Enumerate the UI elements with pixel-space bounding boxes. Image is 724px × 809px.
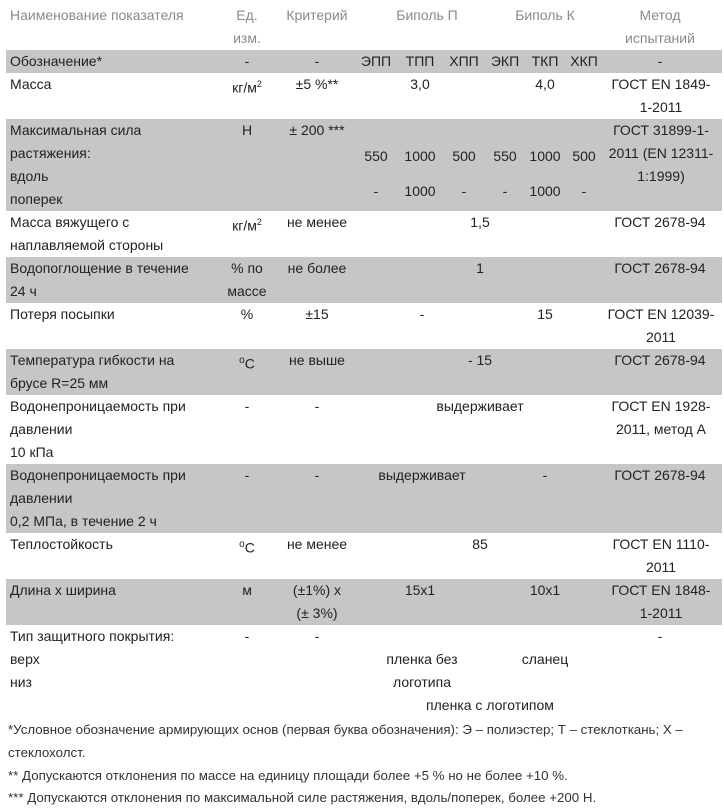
method-cell-2: 2011, метод А [616, 421, 706, 437]
criterion-cell: не менее [286, 536, 348, 552]
unit-sup: o [239, 539, 245, 550]
method-cell-2: 2011 [645, 329, 677, 345]
footnote-1-cont: стеклохолст. [8, 745, 86, 760]
unit-cell-2: массе [227, 283, 267, 299]
header-bipol-p: Биполь П [396, 7, 458, 23]
unit-cell: - [244, 467, 250, 483]
unit-sup: o [239, 355, 245, 366]
criterion-cell: не выше [289, 352, 345, 368]
row-label: Теплостойкость [10, 536, 113, 552]
method-cell: ГОСТ 2678-94 [614, 467, 706, 483]
bottom-value: пленка с логотипом [426, 697, 554, 713]
row-label: Водопоглощение в течение [10, 260, 189, 276]
bipol-p-value: 15х1 [404, 582, 436, 598]
unit-base: С [244, 539, 255, 556]
method-cell: ГОСТ EN 1928- [611, 398, 711, 414]
code-hkp: ХКП [570, 53, 598, 69]
criterion-cell: - [314, 628, 320, 644]
bipol-p-value: - [419, 306, 425, 322]
row-label-2: наплавляемой стороны [10, 237, 164, 253]
across-tpp: 1000 [404, 183, 436, 199]
method-cell-3: 1:1999) [637, 168, 685, 184]
across-hkp: - [581, 183, 587, 199]
unit-cell: % [240, 306, 254, 322]
method-cell-2: 2011 (EN 12311- [608, 145, 714, 161]
criterion-cell: не более [287, 260, 347, 276]
header-method: Метод [639, 7, 681, 23]
unit-cell: - [244, 628, 250, 644]
header-bipol-k: Биполь К [515, 7, 575, 23]
method-cell: ГОСТ EN 1849- [611, 76, 711, 92]
along-tpp: 1000 [404, 148, 436, 164]
unit-base: С [244, 355, 255, 372]
row-label: Масса вяжущего с [10, 214, 130, 230]
criterion-cell: (±1%) х [292, 582, 342, 598]
row-label: Потеря посыпки [10, 306, 115, 322]
unit-cell: м [242, 582, 252, 598]
code-tkp: ТКП [531, 53, 559, 69]
criterion-cell: ±5 %** [295, 76, 339, 92]
top-k-value: сланец [521, 651, 569, 667]
unit-cell [224, 211, 270, 238]
unit-sup: 2 [256, 79, 262, 89]
across-epp: - [373, 183, 379, 199]
unit-cell [224, 73, 270, 100]
unit-cell: Н [241, 122, 253, 138]
code-epp: ЭПП [360, 53, 392, 69]
value-cell: выдерживает [436, 398, 524, 414]
code-ekp: ЭКП [490, 53, 520, 69]
criterion-cell: ± 200 *** [289, 122, 345, 138]
criterion-cell: ±15 [305, 306, 329, 322]
row-label: Водонепроницаемость при [10, 467, 186, 483]
method-cell: ГОСТ 2678-94 [614, 352, 706, 368]
unit-base: кг/м [232, 79, 257, 96]
footnote-3: *** Допускаются отклонения по максимальной силе растяжения, вдоль/поперек, более +200 Н. [8, 790, 597, 805]
code-hpp: ХПП [449, 53, 479, 69]
method-cell: ГОСТ 2678-94 [614, 214, 706, 230]
unit-cell [224, 349, 270, 376]
method-cell: ГОСТ EN 1848- [611, 582, 711, 598]
across-hpp: - [461, 183, 467, 199]
bipol-k-value: 15 [537, 306, 553, 322]
method-cell: - [657, 53, 663, 69]
row-label-2: 24 ч [10, 283, 37, 299]
value-cell: - 15 [467, 352, 493, 368]
method-cell: ГОСТ EN 1110- [612, 536, 710, 552]
along-hkp: 500 [572, 148, 596, 164]
header-unit-2: изм. [233, 30, 261, 46]
row-label-2: растяжения: [10, 145, 91, 161]
method-cell-2: 1-2011 [639, 605, 683, 621]
row-label: Максимальная сила [10, 122, 142, 138]
method-cell: ГОСТ 31899-1- [613, 122, 709, 138]
row-label-2: верх [10, 651, 40, 667]
along-ekp: 550 [493, 148, 517, 164]
unit-cell: - [244, 53, 250, 69]
criterion-cell: - [314, 467, 320, 483]
across-ekp: - [502, 183, 508, 199]
row-label-2: давлении [10, 421, 73, 437]
row-label: Температура гибкости на [10, 352, 175, 368]
unit-cell: % по [231, 260, 263, 276]
unit-base: кг/м [232, 217, 257, 234]
row-label: Водонепроницаемость при [10, 398, 186, 414]
row-label-2: давлении [10, 490, 73, 506]
method-cell: ГОСТ EN 12039- [607, 306, 715, 322]
footnote-2: ** Допускаются отклонения по массе на единицу площади более +5 % но не более +10 %. [8, 768, 568, 783]
row-label: Масса [10, 76, 52, 92]
code-tpp: ТПП [405, 53, 435, 69]
bipol-p-value: выдерживает [378, 467, 466, 483]
method-cell-2: 1-2011 [639, 99, 683, 115]
method-cell: - [657, 628, 663, 644]
value-cell: 1 [476, 260, 484, 276]
bipol-k-value: 10х1 [529, 582, 561, 598]
row-label-2: брусе R=25 мм [10, 375, 109, 391]
row-label: Обозначение* [10, 53, 103, 69]
value-cell: 85 [472, 536, 488, 552]
bipol-k-value: 4,0 [535, 76, 555, 92]
row-label-3: низ [10, 674, 32, 690]
criterion-cell: - [314, 53, 320, 69]
unit-sup: 2 [256, 217, 262, 227]
along-epp: 550 [364, 148, 388, 164]
bipol-k-value: - [542, 467, 548, 483]
along-tkp: 1000 [529, 148, 561, 164]
row-label: Тип защитного покрытия: [10, 628, 175, 644]
row-label: Длина х ширина [10, 582, 116, 598]
method-cell-2: 2011 [645, 559, 677, 575]
row-label-3: вдоль [10, 168, 49, 184]
criterion-cell-2: (± 3%) [296, 605, 338, 621]
header-criterion: Критерий [286, 7, 348, 23]
criterion-cell: не менее [286, 214, 348, 230]
across-tkp: 1000 [529, 183, 561, 199]
row-label-3: 10 кПа [10, 444, 54, 460]
method-cell: ГОСТ 2678-94 [614, 260, 706, 276]
criterion-cell: - [314, 398, 320, 414]
row-label-3: 0,2 МПа, в течение 2 ч [10, 513, 157, 529]
top-p-value: пленка без [386, 651, 458, 667]
top-p-value-2: логотипа [393, 674, 451, 690]
unit-cell: - [244, 398, 250, 414]
header-unit: Ед. [236, 7, 258, 23]
footnote-1: *Условное обозначение армирующих основ (первая буква обозначения): Э – полиэстер; Т – стеклоткань; Х – [8, 722, 683, 737]
unit-cell [224, 533, 270, 560]
header-name: Наименование показателя [10, 7, 184, 23]
header-method-2: испытаний [625, 30, 695, 46]
bipol-p-value: 3,0 [410, 76, 430, 92]
row-label-4: поперек [10, 191, 63, 207]
along-hpp: 500 [452, 148, 476, 164]
value-cell: 1,5 [470, 214, 490, 230]
